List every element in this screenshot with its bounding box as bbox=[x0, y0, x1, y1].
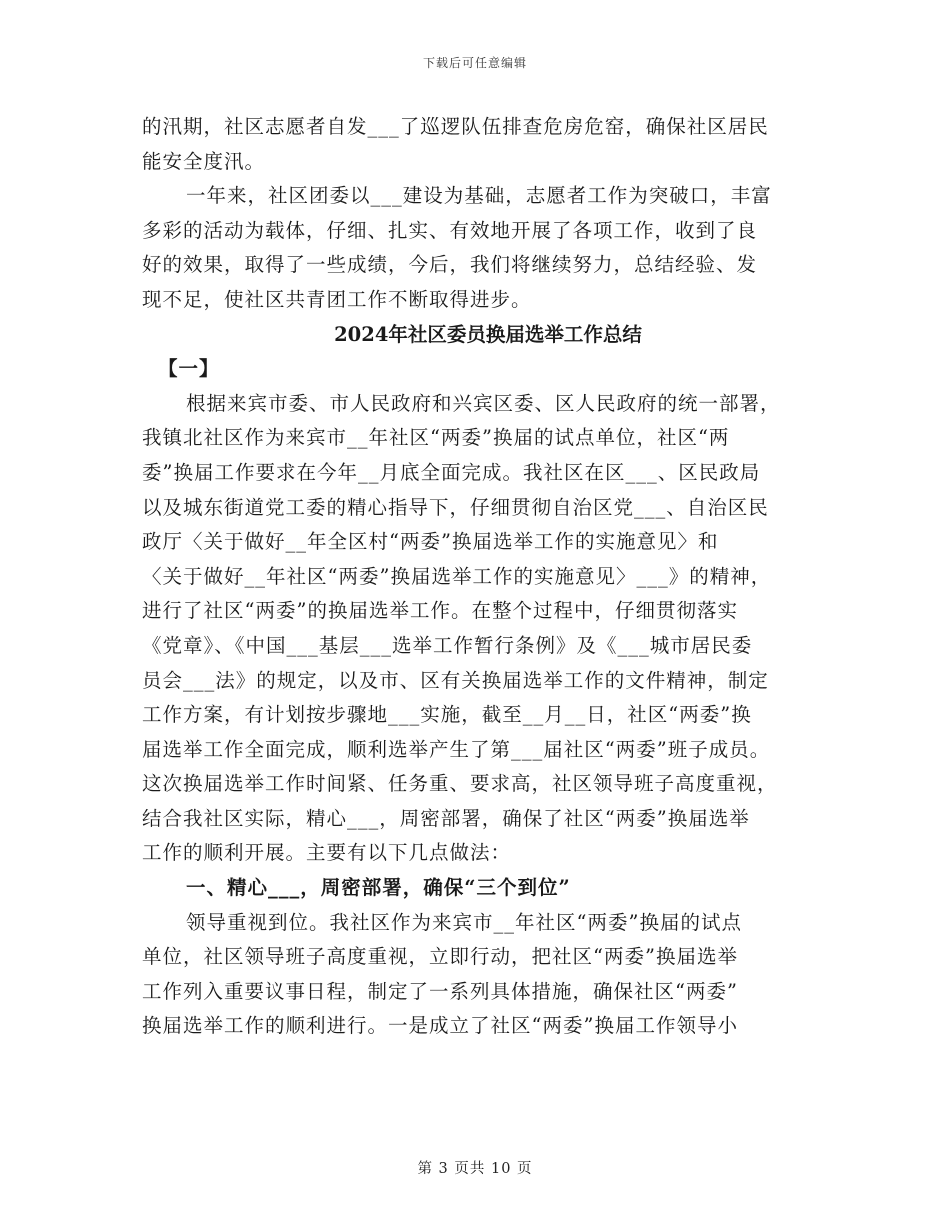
text-line: 现不足，使社区共青团工作不断取得进步。 bbox=[142, 287, 532, 311]
text-line: 工作的顺利开展。主要有以下几点做法： bbox=[142, 841, 512, 865]
text-line: 根据来宾市委、市人民政府和兴宾区委、区人民政府的统一部署， bbox=[186, 391, 781, 415]
text-line: 多彩的活动为载体，仔细、扎实、有效地开展了各项工作，收到了良 bbox=[142, 218, 758, 242]
text-line: 领导重视到位。我社区作为来宾市__年社区“两委”换届的试点 bbox=[186, 910, 742, 934]
document-body bbox=[142, 110, 814, 1044]
text-line: 员会___法》的规定，以及市、区有关换届选举工作的文件精神，制定 bbox=[142, 668, 769, 692]
text-line: 单位，社区领导班子高度重视，立即行动，把社区“两委”换届选举 bbox=[142, 945, 738, 969]
document-title: 2024年社区委员换届选举工作总结 bbox=[334, 322, 642, 346]
text-line: 我镇北社区作为来宾市__年社区“两委”换届的试点单位，社区“两 bbox=[142, 426, 730, 450]
text-line: 《党章》、《中国___基层___选举工作暂行条例》及《___城市居民委 bbox=[142, 633, 753, 657]
text-line: 以及城东街道党工委的精心指导下，仔细贯彻自治区党___、自治区民 bbox=[142, 495, 769, 519]
text-line: 工作列入重要议事日程，制定了一系列具体措施，确保社区“两委” bbox=[142, 979, 738, 1003]
section-heading: 一、精心___，周密部署，确保“三个到位” bbox=[186, 876, 571, 900]
section-mark: 【一】 bbox=[158, 357, 220, 381]
text-line: 换届选举工作的顺利进行。一是成立了社区“两委”换届工作领导小 bbox=[142, 1014, 738, 1038]
text-line: 好的效果，取得了一些成绩，今后，我们将继续努力，总结经验、发 bbox=[142, 253, 758, 277]
text-line: 进行了社区“两委”的换届选举工作。在整个过程中，仔细贯彻落实 bbox=[142, 599, 738, 623]
text-line: 届选举工作全面完成，顺利选举产生了第___届社区“两委”班子成员。 bbox=[142, 737, 771, 761]
text-line: 委”换届工作要求在今年__月底全面完成。我社区在区___、区民政局 bbox=[142, 460, 761, 484]
text-line: 结合我社区实际，精心___，周密部署，确保了社区“两委”换届选举 bbox=[142, 806, 750, 830]
text-line: 这次换届选举工作时间紧、任务重、要求高，社区领导班子高度重视， bbox=[142, 772, 778, 796]
page-footer: 第 3 页共 10 页 bbox=[417, 1161, 533, 1177]
text-line: 的汛期，社区志愿者自发___了巡逻队伍排查危房危窑，确保社区居民 bbox=[142, 115, 769, 138]
text-line: 〈关于做好__年社区“两委”换届选举工作的实施意见〉___》的精神， bbox=[142, 564, 772, 588]
page-header: 下载后可任意编辑 bbox=[422, 56, 527, 70]
text-line: 能安全度汛。 bbox=[142, 149, 266, 173]
text-line: 政厅〈关于做好__年全区村“两委”换届选举工作的实施意见〉和 bbox=[142, 530, 719, 554]
text-line: 工作方案，有计划按步骤地___实施，截至__月__日，社区“两委”换 bbox=[142, 703, 752, 727]
text-line: 一年来，社区团委以___建设为基础，志愿者工作为突破口，丰富 bbox=[186, 184, 772, 208]
